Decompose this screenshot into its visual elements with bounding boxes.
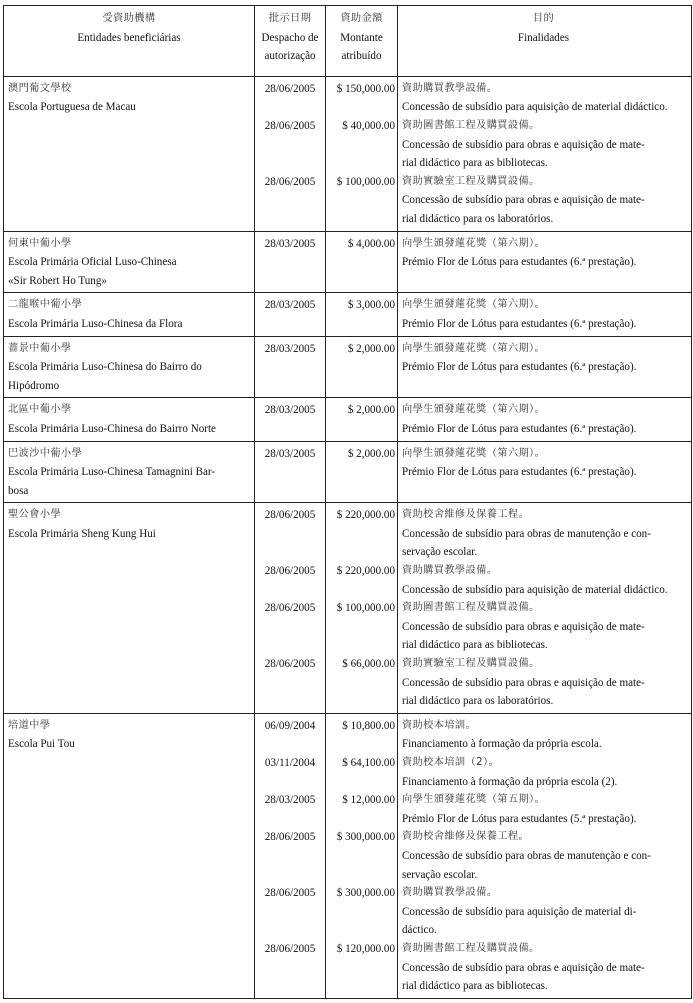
amount-cell	[326, 503, 398, 714]
header-purpose: 目的 Finalidades	[398, 6, 692, 77]
institution-name-zh: 北區中葡小學	[8, 404, 72, 416]
grant-purpose-pt: Prémio Flor de Lótus para estudantes (6.ª prestação).	[402, 361, 637, 374]
grant-amount-slot	[328, 655, 395, 711]
grant-purpose-slot	[402, 445, 689, 482]
grant-date-slot	[257, 754, 323, 791]
grant-purpose-slot	[402, 754, 689, 791]
grant-date-slot	[257, 506, 323, 562]
amount-cell	[326, 713, 398, 998]
grant-purpose-zh: 資助實驗室工程及購買設備。	[402, 658, 540, 670]
purpose-cell	[398, 231, 692, 293]
amount-cell	[326, 398, 398, 441]
institution-name-pt: «Sir Robert Ho Tung»	[8, 274, 107, 287]
grant-amount: $ 2,000.00	[347, 447, 395, 460]
purpose-cell	[398, 336, 692, 398]
grant-amount-slot	[328, 884, 395, 940]
grant-purpose-pt: Financiamento à formação da própria escola (2).	[402, 775, 618, 788]
grant-date: 28/03/2005	[264, 447, 316, 460]
grant-purpose-slot	[402, 340, 689, 377]
grant-amount-slot	[328, 173, 395, 229]
institution-name-zh: 二龍喉中葡小學	[8, 299, 83, 311]
grant-date-slot	[257, 791, 323, 828]
grant-purpose-zh: 向學生頒發蓮花獎（第六期）。	[402, 237, 546, 249]
institution-cell	[4, 293, 255, 336]
header-date: 批示日期 Despacho de autorização	[255, 6, 326, 77]
grant-amount-slot	[328, 296, 395, 333]
document-page	[3, 5, 691, 998]
institution-name-zh: 培道中學	[8, 719, 51, 731]
grant-date: 03/11/2004	[264, 757, 316, 770]
grant-amount-slot	[328, 828, 395, 884]
institution-name-zh: 聖公會小學	[8, 509, 61, 521]
table-row	[4, 336, 692, 398]
institution-cell	[4, 441, 255, 503]
grant-amount: $ 220,000.00	[336, 565, 395, 578]
grant-amount: $ 100,000.00	[336, 175, 395, 188]
grant-purpose-slot	[402, 884, 689, 940]
grant-purpose-pt: rial didáctico para as bibliotecas.	[402, 980, 548, 993]
grant-purpose-pt: Financiamento à formação da própria escola.	[402, 738, 602, 751]
date-cell	[255, 76, 326, 231]
grant-purpose-pt: Concessão de subsídio para obras e aquisição de mate-	[402, 194, 645, 207]
grant-purpose-zh: 向學生頒發蓮花獎（第六期）。	[402, 299, 546, 311]
grant-amount: $ 100,000.00	[336, 602, 395, 615]
grant-amount-slot	[328, 117, 395, 173]
grant-purpose-zh: 資助實驗室工程及購買設備。	[402, 175, 540, 187]
grant-purpose-pt: dáctico.	[402, 924, 437, 937]
grant-purpose-pt: Concessão de subsídio para obras de manutenção e con-	[402, 527, 651, 540]
institution-name-zh: 何東中葡小學	[8, 237, 72, 249]
institution-name-zh: 巴波沙中葡小學	[8, 447, 83, 459]
grant-date: 28/06/2005	[264, 602, 316, 615]
purpose-cell	[398, 713, 692, 998]
grant-amount: $ 4,000.00	[347, 237, 395, 250]
grant-amount: $ 12,000.00	[342, 794, 395, 807]
grant-purpose-pt: Prémio Flor de Lótus para estudantes (6.ª prestação).	[402, 317, 637, 330]
grant-purpose-slot	[402, 117, 689, 173]
grant-purpose-pt: Concessão de subsídio para aquisição de material didáctico.	[402, 101, 668, 114]
grant-purpose-pt: servação escolar.	[402, 546, 478, 559]
institution-cell	[4, 76, 255, 231]
grant-purpose-pt: Prémio Flor de Lótus para estudantes (6.ª prestação).	[402, 256, 637, 269]
amount-cell	[326, 293, 398, 336]
grant-purpose-slot	[402, 940, 689, 996]
grant-purpose-pt: servação escolar.	[402, 868, 478, 881]
table-row	[4, 713, 692, 998]
grant-amount: $ 64,100.00	[342, 757, 395, 770]
grant-amount: $ 150,000.00	[336, 82, 395, 95]
grant-amount: $ 3,000.00	[347, 299, 395, 312]
grant-date: 28/06/2005	[264, 658, 316, 671]
grant-date: 28/03/2005	[264, 404, 316, 417]
grant-purpose-slot	[402, 235, 689, 272]
grant-purpose-slot	[402, 401, 689, 438]
grant-purpose-pt: Concessão de subsídio para aquisição de material didáctico.	[402, 583, 668, 596]
date-cell	[255, 398, 326, 441]
grant-amount: $ 40,000.00	[342, 119, 395, 132]
grant-purpose-zh: 資助購買教學設備。	[402, 82, 498, 94]
grant-date: 28/06/2005	[264, 565, 316, 578]
grant-purpose-slot	[402, 717, 689, 754]
table-row	[4, 398, 692, 441]
institution-name-pt: Escola Primária Luso-Chinesa da Flora	[8, 317, 183, 330]
grant-amount: $ 2,000.00	[347, 404, 395, 417]
grant-amount-slot	[328, 791, 395, 828]
institution-name-pt: bosa	[8, 484, 29, 497]
grant-purpose-zh: 資助圖書館工程及購買設備。	[402, 602, 540, 614]
date-cell	[255, 231, 326, 293]
grant-purpose-pt: rial didáctico para as bibliotecas.	[402, 157, 548, 170]
header-amount: 資助金額 Montante atribuído	[326, 6, 398, 77]
grant-amount-slot	[328, 445, 395, 482]
grant-date: 28/06/2005	[264, 509, 316, 522]
grant-purpose-slot	[402, 506, 689, 562]
grant-purpose-slot	[402, 655, 689, 711]
grant-purpose-pt: Concessão de subsídio para obras e aquisição de mate-	[402, 961, 645, 974]
grant-amount: $ 2,000.00	[347, 342, 395, 355]
grant-amount: $ 300,000.00	[336, 831, 395, 844]
institution-name-pt: Escola Primária Luso-Chinesa do Bairro Norte	[8, 422, 216, 435]
grant-purpose-slot	[402, 80, 689, 117]
institution-name-zh: 澳門葡文學校	[8, 82, 72, 94]
grant-date: 28/06/2005	[264, 175, 316, 188]
grant-amount: $ 220,000.00	[336, 509, 395, 522]
institution-name-pt: Escola Primária Oficial Luso-Chinesa	[8, 256, 177, 269]
grant-purpose-zh: 資助校本培訓（2）。	[402, 757, 500, 769]
grant-purpose-slot	[402, 599, 689, 655]
grant-amount-slot	[328, 562, 395, 599]
institution-cell	[4, 503, 255, 714]
grant-purpose-zh: 資助校舍維修及保養工程。	[402, 831, 530, 843]
table-row	[4, 293, 692, 336]
purpose-cell	[398, 503, 692, 714]
grant-date: 28/03/2005	[264, 342, 316, 355]
grant-date-slot	[257, 173, 323, 229]
date-cell	[255, 713, 326, 998]
grant-amount-slot	[328, 235, 395, 272]
grant-purpose-pt: Concessão de subsídio para aquisição de material di-	[402, 905, 637, 918]
grant-amount-slot	[328, 506, 395, 562]
amount-cell	[326, 76, 398, 231]
grant-date: 28/06/2005	[264, 887, 316, 900]
table-body	[4, 76, 692, 998]
purpose-cell	[398, 398, 692, 441]
grant-date-slot	[257, 80, 323, 117]
grant-amount-slot	[328, 717, 395, 754]
grant-purpose-slot	[402, 562, 689, 599]
institution-name-pt: Hipódromo	[8, 379, 60, 392]
grant-date-slot	[257, 655, 323, 711]
grant-purpose-zh: 向學生頒發蓮花獎（第六期）。	[402, 342, 546, 354]
grant-purpose-pt: Prémio Flor de Lótus para estudantes (5.ª prestação).	[402, 812, 637, 825]
grant-purpose-zh: 資助圖書館工程及購買設備。	[402, 119, 540, 131]
date-cell	[255, 503, 326, 714]
grant-amount-slot	[328, 599, 395, 655]
grants-table	[3, 5, 692, 999]
institution-name-zh: 薔景中葡小學	[8, 342, 72, 354]
grant-purpose-slot	[402, 173, 689, 229]
institution-cell	[4, 231, 255, 293]
grant-date: 06/09/2004	[264, 719, 316, 732]
grant-purpose-pt: rial didáctico para os laboratórios.	[402, 212, 554, 225]
purpose-cell	[398, 293, 692, 336]
grant-purpose-zh: 資助校本培訓。	[402, 719, 477, 731]
grant-purpose-zh: 向學生頒發蓮花獎（第五期）。	[402, 794, 546, 806]
date-cell	[255, 336, 326, 398]
table-row	[4, 231, 692, 293]
grant-date-slot	[257, 235, 323, 272]
date-cell	[255, 441, 326, 503]
institution-name-pt: Escola Pui Tou	[8, 738, 75, 751]
table-row	[4, 76, 692, 231]
grant-amount: $ 10,800.00	[342, 719, 395, 732]
date-cell	[255, 293, 326, 336]
amount-cell	[326, 441, 398, 503]
grant-purpose-zh: 資助購買教學設備。	[402, 565, 498, 577]
institution-cell	[4, 713, 255, 998]
table-row	[4, 503, 692, 714]
institution-name-pt: Escola Portuguesa de Macau	[8, 101, 136, 114]
grant-purpose-pt: Concessão de subsídio para obras e aquisição de mate-	[402, 676, 645, 689]
grant-amount-slot	[328, 340, 395, 377]
amount-cell	[326, 336, 398, 398]
grant-date-slot	[257, 562, 323, 599]
grant-purpose-pt: rial didáctico para as bibliotecas.	[402, 639, 548, 652]
grant-date-slot	[257, 445, 323, 482]
grant-purpose-pt: Prémio Flor de Lótus para estudantes (6.ª prestação).	[402, 466, 637, 479]
header-entities: 受資助機構 Entidades beneficiárias	[4, 6, 255, 77]
grant-date: 28/06/2005	[264, 82, 316, 95]
amount-cell	[326, 231, 398, 293]
grant-purpose-pt: Concessão de subsídio para obras e aquisição de mate-	[402, 620, 645, 633]
grant-purpose-pt: Concessão de subsídio para obras de manutenção e con-	[402, 850, 651, 863]
grant-date-slot	[257, 117, 323, 173]
grant-purpose-zh: 資助購買教學設備。	[402, 887, 498, 899]
grant-amount-slot	[328, 80, 395, 117]
institution-cell	[4, 398, 255, 441]
grant-purpose-slot	[402, 296, 689, 333]
institution-cell	[4, 336, 255, 398]
grant-purpose-zh: 資助校舍維修及保養工程。	[402, 509, 530, 521]
grant-date-slot	[257, 828, 323, 884]
grant-purpose-zh: 向學生頒發蓮花獎（第六期）。	[402, 404, 546, 416]
grant-date-slot	[257, 717, 323, 754]
grant-date-slot	[257, 599, 323, 655]
grant-date-slot	[257, 340, 323, 377]
grant-amount: $ 66,000.00	[342, 658, 395, 671]
purpose-cell	[398, 76, 692, 231]
grant-date-slot	[257, 940, 323, 996]
grant-date: 28/03/2005	[264, 794, 316, 807]
grant-date-slot	[257, 401, 323, 438]
grant-amount: $ 120,000.00	[336, 943, 395, 956]
institution-name-pt: Escola Primária Luso-Chinesa Tamagnini Bar-	[8, 466, 216, 479]
table-header	[4, 6, 692, 77]
grant-date: 28/06/2005	[264, 119, 316, 132]
institution-name-pt: Escola Primária Luso-Chinesa do Bairro do	[8, 361, 202, 374]
grant-date-slot	[257, 296, 323, 333]
grant-amount: $ 300,000.00	[336, 887, 395, 900]
grant-purpose-pt: Concessão de subsídio para obras e aquisição de mate-	[402, 138, 645, 151]
grant-purpose-pt: rial didáctico para os laboratórios.	[402, 695, 554, 708]
grant-purpose-pt: Prémio Flor de Lótus para estudantes (6.ª prestação).	[402, 422, 637, 435]
table-row	[4, 441, 692, 503]
grant-purpose-slot	[402, 828, 689, 884]
grant-amount-slot	[328, 940, 395, 996]
grant-amount-slot	[328, 401, 395, 438]
purpose-cell	[398, 441, 692, 503]
grant-date: 28/03/2005	[264, 299, 316, 312]
grant-date: 28/03/2005	[264, 237, 316, 250]
grant-date-slot	[257, 884, 323, 940]
grant-date: 28/06/2005	[264, 943, 316, 956]
grant-purpose-zh: 資助圖書館工程及購買設備。	[402, 943, 540, 955]
grant-purpose-zh: 向學生頒發蓮花獎（第六期）。	[402, 447, 546, 459]
grant-date: 28/06/2005	[264, 831, 316, 844]
grant-amount-slot	[328, 754, 395, 791]
grant-purpose-slot	[402, 791, 689, 828]
institution-name-pt: Escola Primária Sheng Kung Hui	[8, 527, 156, 540]
